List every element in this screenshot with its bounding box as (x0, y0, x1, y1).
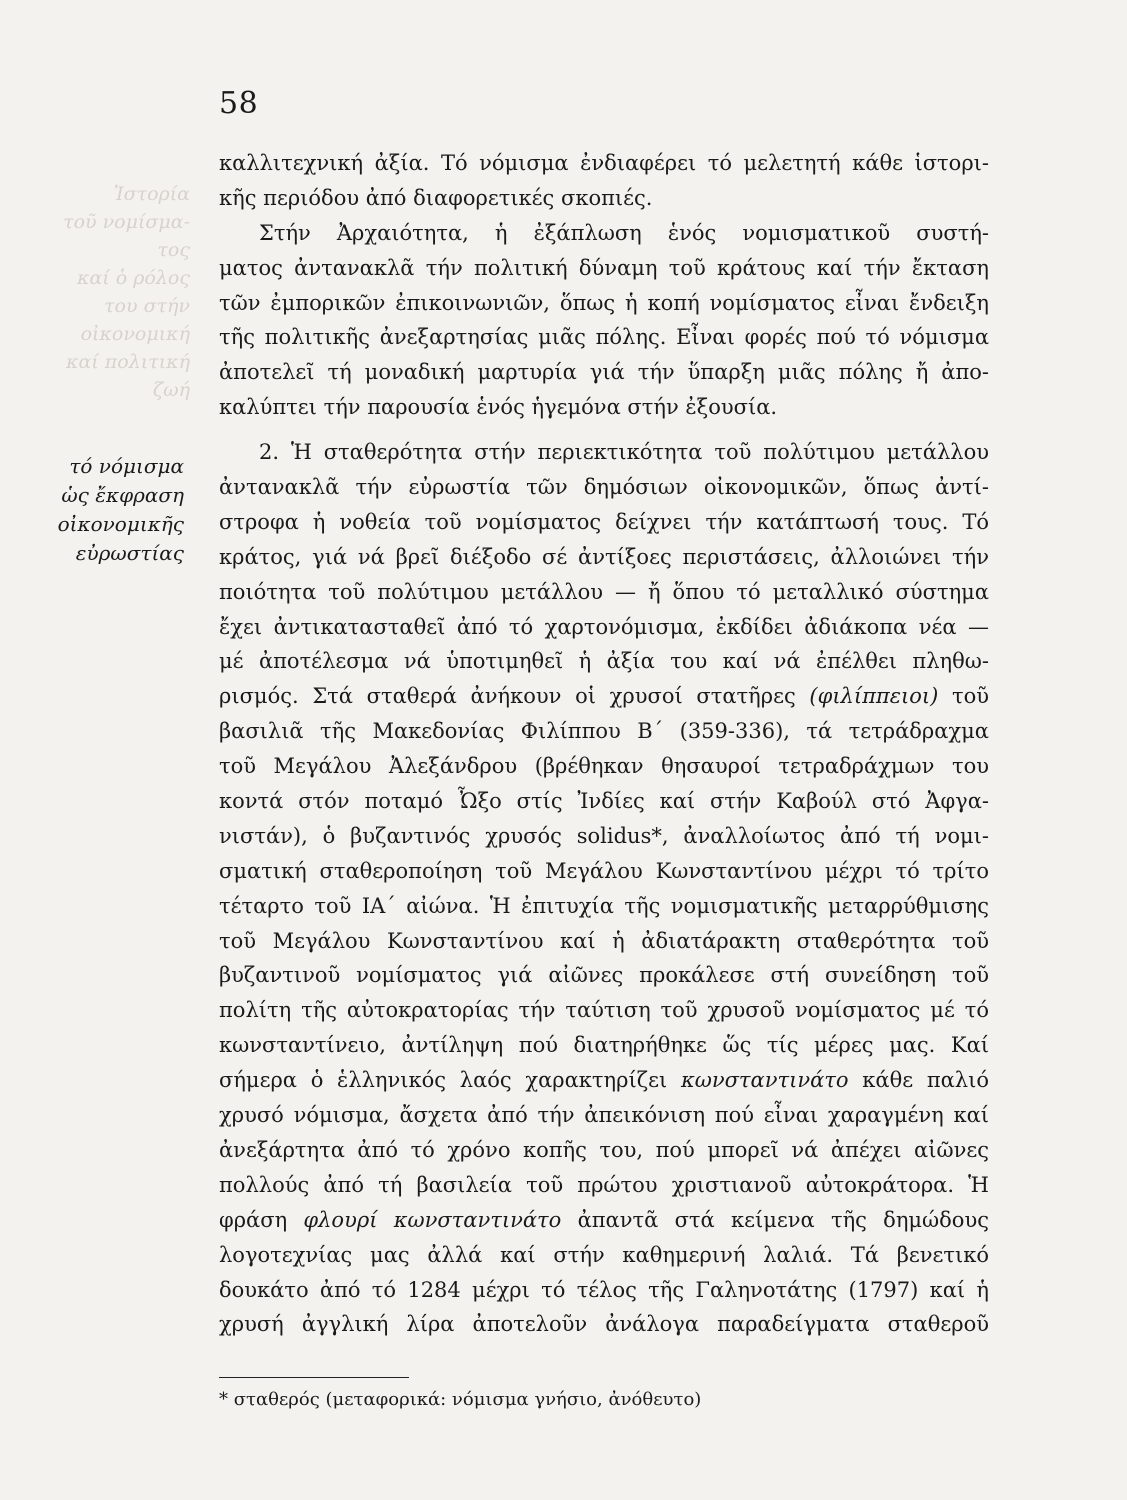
body-text (219, 146, 989, 1342)
text-line: χρυσή ἀγγλική λίρα ἀποτελοῦν ἀνάλογα παραδείγματα σταθεροῦ (219, 1312, 989, 1337)
text-line: κοντά στόν ποταμό Ὦξο στίς Ἰνδίες καί στήν Καβούλ στό Ἀφγα- (219, 789, 989, 814)
margin-note (20, 452, 184, 568)
text-line: Στήν Ἀρχαιότητα, ἡ ἐξάπλωση ἑνός νομισματικοῦ συστή- (259, 220, 989, 245)
text-line: ποιότητα τοῦ πολύτιμου μετάλλου — ἤ ὅπου τό μεταλλικό σύστημα (219, 579, 989, 604)
margin-note-line: οἰκονομικῆς (57, 512, 184, 536)
text-line: χρυσό νόμισμα, ἄσχετα ἀπό τήν ἀπεικόνιση πού εἶναι χαραγμένη καί (219, 1103, 989, 1128)
paragraph-gap (219, 425, 989, 435)
text-line: τέταρτο τοῦ ΙΑ΄ αἰώνα. Ἡ ἐπιτυχία τῆς νομισματικῆς μεταρρύθμισης (219, 893, 989, 918)
text-line: πολλούς ἀπό τή βασιλεία τοῦ πρώτου χριστιανοῦ αὐτοκράτορα. Ἡ (219, 1172, 989, 1197)
text-line: καλλιτεχνική ἀξία. Τό νόμισμα ἐνδιαφέρει τό μελετητή κάθε ἱστορι- (219, 151, 989, 175)
text-line: σήμερα ὁ ἑλληνικός λαός χαρακτηρίζει κωνσταντινάτο κάθε παλιό (219, 1068, 989, 1093)
text-line: κράτος, γιά νά βρεῖ διέξοδο σέ ἀντίξοες περιστάσεις, ἀλλοιώνει τήν (219, 544, 989, 569)
text-line: κῆς περιόδου ἀπό διαφορετικές σκοπιές. (219, 185, 653, 210)
text-line: ματος ἀντανακλᾶ τήν πολιτική δύναμη τοῦ κράτους καί τήν ἔκταση (219, 255, 989, 280)
text-line: τῶν ἐμπορικῶν ἐπικοινωνιῶν, ὅπως ἡ κοπή νομίσματος εἶναι ἔνδειξη (219, 290, 989, 315)
text-line: πολίτη τῆς αὐτοκρατορίας τήν ταύτιση τοῦ χρυσοῦ νομίσματος μέ τό (219, 998, 989, 1023)
margin-note-line: τό νόμισμα (69, 454, 184, 478)
text-line: ρισμός. Στά σταθερά ἀνήκουν οἱ χρυσοί στατῆρες (φιλίππειοι) τοῦ (219, 684, 990, 709)
text-line: φράση φλουρί κωνσταντινάτο ἀπαντᾶ στά κείμενα τῆς δημώδους (219, 1207, 989, 1232)
text-line: τοῦ Μεγάλου Κωνσταντίνου καί ἡ ἀδιατάρακτη σταθερότητα τοῦ (219, 928, 989, 953)
text-line: νιστάν), ὁ βυζαντινός χρυσός solidus*, ἀναλλοίωτος ἀπό τή νομι- (219, 823, 989, 848)
text-line: ἀντανακλᾶ τήν εὐρωστία τῶν δημόσιων οἰκονομικῶν, ὅπως ἀντί- (219, 475, 989, 500)
text-line: βυζαντινοῦ νομίσματος γιά αἰῶνες προκάλεσε στή συνείδηση τοῦ (219, 963, 989, 988)
text-line: δουκάτο ἀπό τό 1284 μέχρι τό τέλος τῆς Γαληνοτάτης (1797) καί ἡ (219, 1277, 989, 1302)
text-line: κωνσταντίνειο, ἀντίληψη πού διατηρήθηκε ὥς τίς μέρες μας. Καί (219, 1033, 989, 1058)
text-line: τοῦ Μεγάλου Ἀλεξάνδρου (βρέθηκαν θησαυροί τετραδράχμων του (219, 754, 989, 779)
bleed-through-text: Ἱστορία τοῦ νομίσμα- τος καί ὁ ρόλος του στήν οἰκονομική καί πολιτική ζωή (63, 183, 190, 401)
text-line: ἔχει ἀντικατασταθεῖ ἀπό τό χαρτονόμισμα, ἐκδίδει ἀδιάκοπα νέα — (219, 614, 989, 639)
text-line: μέ ἀποτέλεσμα νά ὑποτιμηθεῖ ἡ ἀξία του καί νά ἐπέλθει πληθω- (219, 649, 989, 674)
text-line: καλύπτει τήν παρουσία ἑνός ἡγεμόνα στήν ἐξουσία. (219, 395, 778, 420)
text-line: λογοτεχνίας μας ἀλλά καί στήν καθημερινή λαλιά. Τά βενετικό (219, 1242, 989, 1267)
text-line: 2. Ἡ σταθερότητα στήν περιεκτικότητα τοῦ πολύτιμου μετάλλου (259, 440, 989, 465)
margin-note-line: ὡς ἔκφραση (61, 483, 184, 507)
page-number: 58 (219, 86, 259, 121)
text-line: ἀνεξάρτητα ἀπό τό χρόνο κοπῆς του, πού μπορεῖ νά ἀπέχει αἰῶνες (219, 1137, 989, 1162)
footnote: * σταθερός (μεταφορικά: νόμισμα γνήσιο, ἀνόθευτο) (219, 1389, 702, 1410)
text-line: βασιλιᾶ τῆς Μακεδονίας Φιλίππου Β΄ (359-336), τά τετράδραχμα (219, 719, 989, 744)
footnote-divider (219, 1377, 409, 1378)
text-line: τῆς πολιτικῆς ἀνεξαρτησίας μιᾶς πόλης. Εἶναι φορές πού τό νόμισμα (219, 325, 989, 350)
text-line: σματική σταθεροποίηση τοῦ Μεγάλου Κωνσταντίνου μέχρι τό τρίτο (219, 858, 989, 883)
text-line: στροφα ἡ νοθεία τοῦ νομίσματος δείχνει τήν κατάπτωσή τους. Τό (219, 509, 989, 534)
text-line: ἀποτελεῖ τή μοναδική μαρτυρία γιά τήν ὕπαρξη μιᾶς πόλης ἤ ἀπο- (219, 360, 989, 385)
margin-note-line: εὐρωστίας (75, 541, 184, 565)
